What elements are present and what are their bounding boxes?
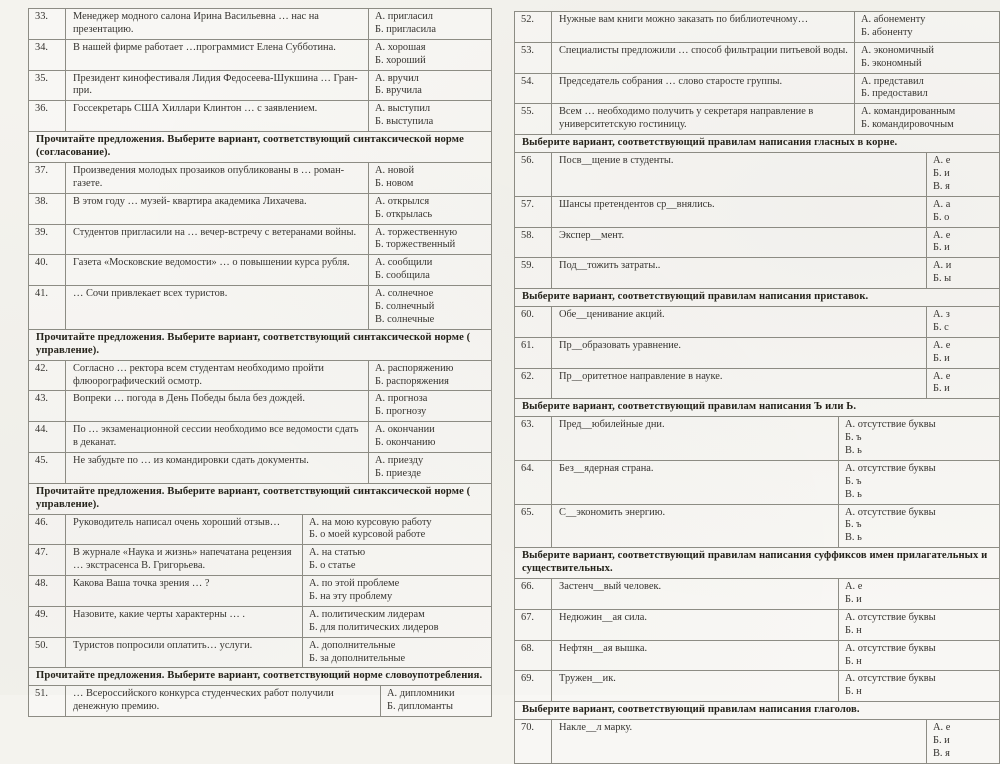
question-row: [29, 638, 491, 669]
answer-option: А. экономичный: [861, 44, 934, 56]
answer-options: [368, 194, 491, 224]
answer-option: Б. хороший: [375, 54, 426, 66]
question-number: 62.: [515, 369, 552, 399]
question-text: По … экзаменационной сессии необходимо все ведомости сдать в деканат.: [73, 424, 359, 449]
question-number: 55.: [515, 104, 552, 134]
question-number: 65.: [515, 505, 552, 548]
question-number: 48.: [29, 576, 66, 606]
answer-option: А. вручил: [375, 72, 419, 84]
answer-options: [302, 545, 491, 575]
question-row: [29, 545, 491, 576]
answer-options: [854, 12, 999, 42]
answer-option: А. а: [933, 198, 951, 210]
question-text: В этом году … музей- квартира академика Лихачева.: [73, 195, 307, 207]
question-row: [29, 225, 491, 256]
question-row: [515, 104, 999, 135]
answer-option: Б. с: [933, 321, 949, 333]
question-row: [29, 686, 491, 716]
answer-options: [854, 43, 999, 73]
section-instruction: Прочитайте предложения. Выберите вариант, соответствующий синтаксической норме ( управление).: [29, 330, 491, 361]
answer-option: Б. и: [933, 242, 950, 254]
answer-option: Б. прогнозу: [375, 406, 427, 418]
question-text: Накле__л марку.: [559, 722, 633, 734]
answer-option: Б. о статье: [309, 560, 356, 572]
answer-option: Б. торжественный: [375, 239, 456, 251]
question-text: Посв__щение в студенты.: [559, 155, 674, 167]
question-text: Какова Ваша точка зрения … ?: [73, 578, 210, 590]
question-text: Пред__юбилейные дни.: [559, 419, 665, 431]
answer-options: [926, 720, 999, 763]
question-number: 68.: [515, 641, 552, 671]
question-row: [515, 610, 999, 641]
question-text: Пр__оритетное направление в науке.: [559, 370, 723, 382]
answer-options: [838, 579, 999, 609]
question-text: Нефтян__ая вышка.: [559, 642, 648, 654]
answer-option: Б. и: [933, 383, 950, 395]
question-row: [515, 12, 999, 43]
section-instruction: Прочитайте предложения. Выберите вариант, соответствующий синтаксической норме (согласование).: [29, 132, 491, 163]
question-row: [515, 153, 999, 197]
question-number: 42.: [29, 361, 66, 391]
question-text: В нашей фирме работает …программист Елена Субботина.: [73, 41, 336, 53]
answer-options: [368, 163, 491, 193]
answer-options: [926, 369, 999, 399]
question-text: Согласно … ректора всем студентам необходимо пройти флюорографический осмотр.: [73, 362, 324, 387]
question-number: 64.: [515, 461, 552, 504]
answer-option: Б. для политических лидеров: [309, 621, 439, 633]
answer-options: [838, 610, 999, 640]
question-number: 46.: [29, 515, 66, 545]
question-number: 51.: [29, 686, 66, 716]
answer-option: Б. н: [845, 655, 862, 667]
question-row: [515, 579, 999, 610]
question-text: Экспер__мент.: [559, 229, 625, 241]
question-text: Госсекретарь США Хиллари Клинтон … с заявлением.: [73, 103, 318, 115]
question-number: 53.: [515, 43, 552, 73]
answer-option: Б. абоненту: [861, 26, 913, 38]
question-number: 34.: [29, 40, 66, 70]
answer-option: В. ь: [845, 445, 862, 457]
question-text: Руководитель написал очень хороший отзыв…: [73, 516, 281, 528]
question-row: [29, 286, 491, 330]
answer-option: Б. сообщила: [375, 270, 430, 282]
question-number: 54.: [515, 74, 552, 104]
question-text: Нужные вам книги можно заказать по библиотечному…: [559, 14, 809, 25]
answer-options: [926, 307, 999, 337]
answer-options: [368, 453, 491, 483]
answer-options: [926, 228, 999, 258]
answer-options: [854, 74, 999, 104]
question-number: 50.: [29, 638, 66, 668]
question-number: 67.: [515, 610, 552, 640]
question-number: 39.: [29, 225, 66, 255]
question-row: [515, 43, 999, 74]
page-right: [514, 11, 1000, 764]
question-text: Тружен__ик.: [559, 673, 616, 685]
question-text: Застенч__вый человек.: [559, 581, 662, 593]
answer-option: А. сообщили: [375, 257, 433, 269]
answer-option: А. солнечное: [375, 288, 434, 300]
question-text: Пр__образовать уравнение.: [559, 339, 682, 351]
answer-option: Б. ъ: [845, 475, 862, 487]
question-row: [29, 101, 491, 132]
question-row: [515, 671, 999, 702]
question-row: [515, 74, 999, 105]
answer-option: А. торжественную: [375, 226, 458, 238]
answer-option: Б. дипломанты: [387, 701, 453, 713]
question-number: 36.: [29, 101, 66, 131]
answer-options: [926, 338, 999, 368]
question-text: Туристов попросили оплатить… услуги.: [73, 639, 253, 651]
answer-option: А. е: [933, 155, 951, 167]
question-row: [29, 607, 491, 638]
question-number: 70.: [515, 720, 552, 763]
question-row: [515, 197, 999, 228]
answer-option: В. ь: [845, 532, 862, 544]
answer-option: Б. за дополнительные: [309, 652, 406, 664]
answer-options: [368, 71, 491, 101]
answer-option: Б. н: [845, 686, 862, 698]
question-number: 69.: [515, 671, 552, 701]
question-number: 56.: [515, 153, 552, 196]
question-text: Председатель собрания … слово старосте группы.: [559, 75, 783, 87]
question-text: … Сочи привлекает всех туристов.: [73, 288, 228, 300]
question-number: 38.: [29, 194, 66, 224]
question-text: … Всероссийского конкурса студенческих работ получили денежную премию.: [73, 688, 334, 713]
question-number: 40.: [29, 255, 66, 285]
answer-option: А. на статью: [309, 547, 366, 559]
question-row: [515, 258, 999, 289]
question-text: Произведения молодых прозаиков опубликованы в … роман-газете.: [73, 164, 345, 189]
section-instruction: Выберите вариант, соответствующий правилам написания приставок.: [515, 289, 999, 307]
answer-option: А. политическим лидерам: [309, 608, 425, 620]
answer-option: Б. и: [933, 352, 950, 364]
answer-options: [302, 638, 491, 668]
answer-options: [368, 361, 491, 391]
question-row: [29, 422, 491, 453]
answer-options: [302, 576, 491, 606]
question-row: [29, 71, 491, 102]
answer-option: А. отсутствие буквы: [845, 611, 936, 623]
question-row: [29, 163, 491, 194]
question-text: С__экономить энергию.: [559, 506, 666, 518]
question-text: Шансы претендентов ср__внялись.: [559, 198, 715, 210]
answer-option: Б. и: [933, 167, 950, 179]
question-row: [515, 369, 999, 400]
question-row: [515, 720, 999, 763]
section-instruction: Прочитайте предложения. Выберите вариант, соответствующий синтаксической норме ( управление).: [29, 484, 491, 515]
answer-option: А. абонементу: [861, 14, 926, 25]
question-number: 43.: [29, 391, 66, 421]
answer-option: А. з: [933, 308, 950, 320]
answer-option: А. отсутствие буквы: [845, 419, 936, 431]
answer-option: А. командированным: [861, 106, 956, 118]
answer-option: В. я: [933, 747, 950, 759]
question-number: 37.: [29, 163, 66, 193]
answer-option: А. е: [845, 581, 863, 593]
answer-option: Б. новом: [375, 177, 414, 189]
question-number: 44.: [29, 422, 66, 452]
answer-option: Б. и: [933, 735, 950, 747]
answer-options: [838, 417, 999, 460]
answer-option: А. прогноза: [375, 393, 428, 405]
answer-option: Б. ъ: [845, 519, 862, 531]
answer-option: Б. о: [933, 211, 950, 223]
answer-option: Б. солнечный: [375, 300, 435, 312]
question-row: [515, 417, 999, 461]
question-number: 45.: [29, 453, 66, 483]
answer-option: А. е: [933, 370, 951, 382]
answer-options: [838, 671, 999, 701]
question-number: 33.: [29, 9, 66, 39]
question-row: [29, 515, 491, 546]
answer-option: Б. предоставил: [861, 88, 928, 100]
question-row: [29, 453, 491, 484]
answer-options: [838, 461, 999, 504]
question-number: 47.: [29, 545, 66, 575]
answer-options: [302, 607, 491, 637]
answer-options: [380, 686, 491, 716]
answer-option: А. и: [933, 260, 952, 272]
answer-options: [368, 225, 491, 255]
question-row: [29, 194, 491, 225]
question-text: Назовите, какие черты характерны … .: [73, 608, 245, 620]
question-row: [29, 9, 491, 40]
answer-option: Б. распоряжения: [375, 375, 449, 387]
question-number: 35.: [29, 71, 66, 101]
answer-option: Б. приезде: [375, 467, 422, 479]
answer-option: А. е: [933, 229, 951, 241]
question-number: 57.: [515, 197, 552, 227]
question-text: Газета «Московские ведомости» … о повышении курса рубля.: [73, 257, 350, 269]
question-text: Обе__ценивание акций.: [559, 308, 665, 320]
answer-options: [302, 515, 491, 545]
question-row: [515, 228, 999, 259]
question-row: [29, 361, 491, 392]
answer-options: [854, 104, 999, 134]
section-instruction: Выберите вариант, соответствующий правилам написания глаголов.: [515, 702, 999, 720]
question-text: Без__ядерная страна.: [559, 462, 654, 474]
answer-options: [368, 286, 491, 329]
question-text: Недюжин__ая сила.: [559, 611, 648, 623]
answer-option: А. по этой проблеме: [309, 578, 400, 590]
answer-option: Б. выступила: [375, 116, 434, 128]
section-instruction: Выберите вариант, соответствующий правилам написания Ъ или Ь.: [515, 399, 999, 417]
answer-option: А. отсутствие буквы: [845, 462, 936, 474]
answer-option: А. е: [933, 722, 951, 734]
answer-option: Б. ъ: [845, 432, 862, 444]
question-text: Не забудьте по … из командировки сдать документы.: [73, 454, 309, 466]
answer-option: А. окончании: [375, 424, 435, 436]
question-number: 61.: [515, 338, 552, 368]
question-text: В журнале «Наука и жизнь» напечатана рецензия … экстрасенса В. Григорьева.: [73, 547, 292, 572]
answer-option: А. выступил: [375, 103, 431, 115]
answer-option: Б. экономный: [861, 57, 922, 69]
question-number: 49.: [29, 607, 66, 637]
answer-option: А. е: [933, 339, 951, 351]
question-text: Студентов пригласили на … вечер-встречу с ветеранами войны.: [73, 226, 357, 238]
answer-option: Б. о моей курсовой работе: [309, 529, 426, 541]
question-row: [29, 576, 491, 607]
answer-option: Б. вручила: [375, 85, 422, 97]
question-row: [515, 641, 999, 672]
question-text: Президент кинофестиваля Лидия Федосеева-Шукшина … Гран-при.: [73, 72, 358, 97]
answer-options: [926, 197, 999, 227]
section-instruction: Прочитайте предложения. Выберите вариант, соответствующий норме словоупотребления.: [29, 668, 491, 686]
answer-option: В. ь: [845, 488, 862, 500]
question-number: 60.: [515, 307, 552, 337]
question-text: Менеджер модного салона Ирина Васильевна … нас на презентацию.: [73, 11, 319, 35]
page-left: [28, 8, 492, 717]
section-instruction: Выберите вариант, соответствующий правилам написания гласных в корне.: [515, 135, 999, 153]
answer-options: [926, 153, 999, 196]
answer-option: А. открылся: [375, 195, 430, 207]
answer-option: А. пригласил: [375, 11, 433, 22]
question-text: Под__тожить затраты..: [559, 260, 661, 272]
answer-options: [368, 9, 491, 39]
answer-option: А. отсутствие буквы: [845, 673, 936, 685]
question-row: [515, 338, 999, 369]
question-text: Вопреки … погода в День Победы была без дождей.: [73, 393, 305, 405]
answer-option: А. распоряжению: [375, 362, 454, 374]
answer-option: А. отсутствие буквы: [845, 506, 936, 518]
answer-options: [368, 40, 491, 70]
answer-option: Б. открылась: [375, 208, 433, 220]
answer-option: А. на мою курсовую работу: [309, 516, 432, 528]
answer-option: Б. и: [845, 594, 862, 605]
answer-option: А. дополнительные: [309, 639, 396, 651]
question-number: 59.: [515, 258, 552, 288]
question-row: [29, 40, 491, 71]
answer-options: [368, 422, 491, 452]
answer-option: Б. ы: [933, 273, 952, 285]
answer-option: А. приезду: [375, 454, 424, 466]
question-text: Специалисты предложили … способ фильтрации питьевой воды.: [559, 44, 848, 56]
answer-options: [838, 505, 999, 548]
answer-option: Б. пригласила: [375, 23, 436, 35]
answer-option: А. представил: [861, 75, 924, 87]
section-instruction: Выберите вариант, соответствующий правилам написания суффиксов имен прилагательных и существительных.: [515, 548, 999, 579]
answer-options: [368, 255, 491, 285]
answer-option: Б. на эту проблему: [309, 591, 393, 603]
question-number: 63.: [515, 417, 552, 460]
answer-option: В. солнечные: [375, 313, 435, 325]
answer-option: А. хорошая: [375, 41, 426, 53]
question-row: [515, 505, 999, 549]
question-number: 66.: [515, 579, 552, 609]
answer-options: [368, 391, 491, 421]
answer-option: Б. н: [845, 624, 862, 636]
question-text: Всем … необходимо получить у секретаря направление в университетскую гостиницу.: [559, 106, 814, 131]
answer-option: Б. окончанию: [375, 437, 436, 449]
answer-options: [926, 258, 999, 288]
question-row: [29, 255, 491, 286]
answer-option: В. я: [933, 180, 950, 192]
answer-option: Б. командировочным: [861, 119, 954, 131]
question-row: [515, 307, 999, 338]
question-row: [29, 391, 491, 422]
answer-options: [368, 101, 491, 131]
question-row: [515, 461, 999, 505]
answer-options: [838, 641, 999, 671]
question-number: 52.: [515, 12, 552, 42]
answer-option: А. дипломники: [387, 688, 455, 700]
question-number: 58.: [515, 228, 552, 258]
answer-option: А. отсутствие буквы: [845, 642, 936, 654]
question-number: 41.: [29, 286, 66, 329]
answer-option: А. новой: [375, 164, 415, 176]
